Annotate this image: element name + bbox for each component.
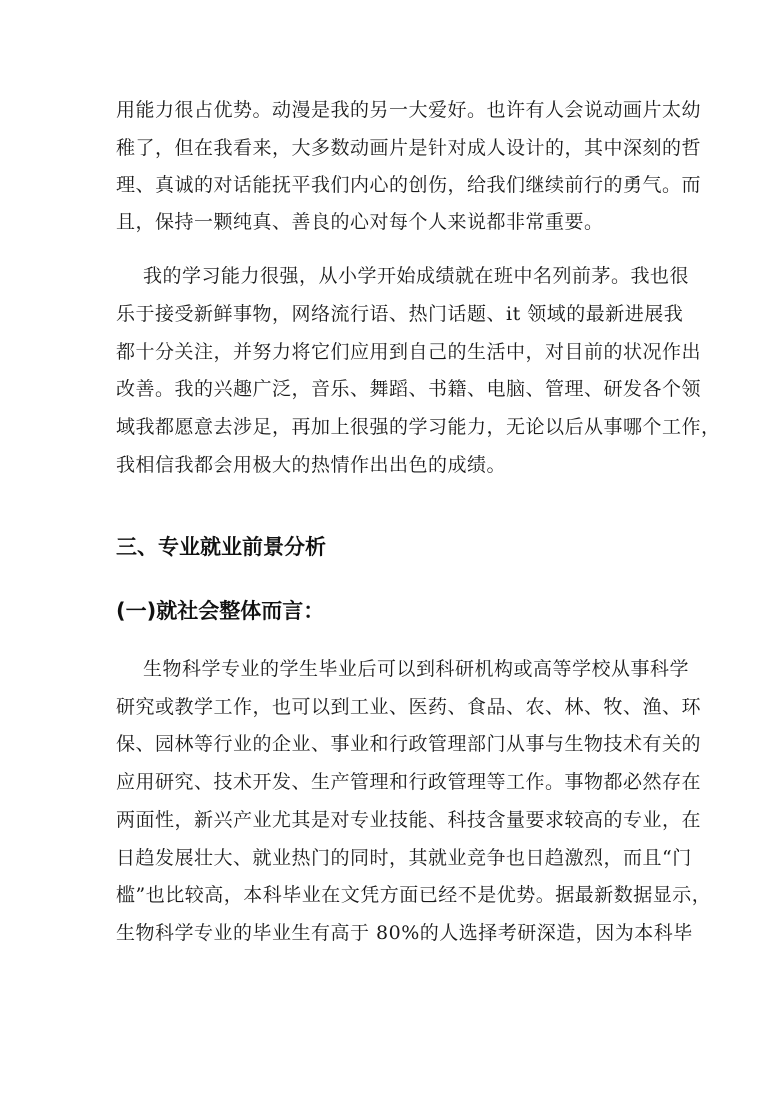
paragraph-2-line-5: 域我都愿意去涉足，再加上很强的学习能力，无论以后从事哪个工作， [116,416,721,438]
paragraph-3-line-5: 两面性，新兴产业尤其是对专业技能、科技含量要求较高的专业，在 [116,809,702,831]
paragraph-1-line-4: 且，保持一颗纯真、善良的心对每个人来说都非常重要。 [116,211,604,233]
paragraph-3-line-1: 生物科学专业的学生毕业后可以到科研机构或高等学校从事科学 [143,658,690,680]
paragraph-2-line-4: 改善。我的兴趣广泛，音乐、舞蹈、书籍、电脑、管理、研发各个领 [116,378,702,400]
paragraph-3-line-8: 生物科学专业的毕业生有高于 80%的人选择考研深造，因为本科毕 [116,922,693,944]
paragraph-3-line-2: 研究或教学工作，也可以到工业、医药、食品、农、林、牧、渔、环 [116,696,702,718]
paragraph-2-line-3: 都十分关注，并努力将它们应用到自己的生活中，对目前的状况作出 [116,341,702,363]
paragraph-1-line-2: 稚了，但在我看来，大多数动画片是针对成人设计的，其中深刻的哲 [116,137,702,159]
section-heading: 三、专业就业前景分析 [116,535,326,559]
paragraph-3-line-7: 槛”也比较高，本科毕业在文凭方面已经不是优势。据最新数据显示， [116,884,712,906]
subsection-heading: (一)就社会整体而言： [116,599,325,623]
paragraph-3-line-4: 应用研究、技术开发、生产管理和行政管理等工作。事物都必然存在 [116,771,702,793]
paragraph-1-line-3: 理、真诚的对话能抚平我们内心的创伤，给我们继续前行的勇气。而 [116,174,702,196]
paragraph-1-line-1: 用能力很占优势。动漫是我的另一大爱好。也许有人会说动画片太幼 [116,99,702,121]
paragraph-2-line-1: 我的学习能力很强，从小学开始成绩就在班中名列前茅。我也很 [143,265,690,287]
paragraph-2-line-6: 我相信我都会用极大的热情作出出色的成绩。 [116,454,507,476]
paragraph-3-line-3: 保、园林等行业的企业、事业和行政管理部门从事与生物技术有关的 [116,733,702,755]
paragraph-3-line-6: 日趋发展壮大、就业热门的同时，其就业竞争也日趋激烈，而且“门 [116,847,692,869]
paragraph-2-line-2: 乐于接受新鲜事物，网络流行语、热门话题、it 领域的最新进展我 [116,303,684,325]
